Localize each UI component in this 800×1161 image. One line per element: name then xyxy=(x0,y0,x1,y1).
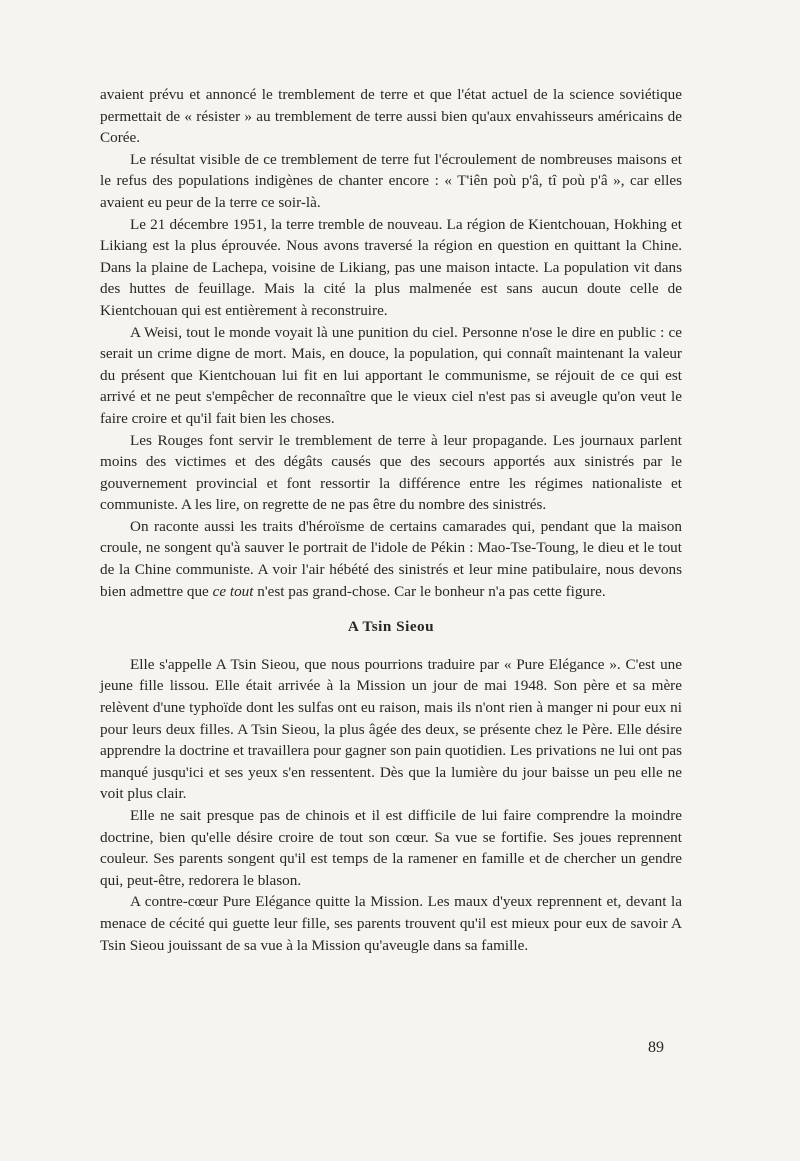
paragraph: Les Rouges font servir le tremblement de terre à leur propagande. Les journaux parlent moins des victimes et des dégâts causés que des secours apportés aux sinistrés par le gouvernement provincial et font ressortir la différence entre les régimes nationaliste et communiste. A les lire, on regrette de ne pas être du nombre des sinistrés. xyxy=(100,431,682,514)
italic-phrase: ce tout xyxy=(212,582,254,600)
paragraph-with-italic xyxy=(100,516,682,602)
page-number: 89 xyxy=(648,1039,664,1056)
text-run: On raconte aussi les traits d'héroïsme de certains camarades qui, pendant que la maison croule, ne songent qu'à sauver le portrait de l'idole de Pékin : Mao-Tse-Toung, le dieu et le tout de la Chine communiste. A voir l'air hébété des sinistrés et leur mine patibulaire, nous devons bien admettre que xyxy=(100,517,682,600)
paragraph: A contre-cœur Pure Elégance quitte la Mission. Les maux d'yeux reprennent et, devant la menace de cécité qui guette leur fille, ses parents trouvent qu'il est mieux pour eux de savoir A Tsin Sieou jouissant de sa vue à la Mission qu'aveugle dans sa famille. xyxy=(100,893,682,954)
text-run: n'est pas grand-chose. Car le bonheur n'a pas cette figure. xyxy=(253,582,606,600)
paragraph: Elle s'appelle A Tsin Sieou, que nous pourrions traduire par « Pure Elégance ». C'est une jeune fille lissou. Elle était arrivée à la Mission un jour de mai 1948. Son père et sa mère relèvent d'une typhoïde dont les sulfas ont eu raison, mais ils n'ont rien à manger ni pour eux ni pour leurs deux filles. A Tsin Sieou, la plus âgée des deux, se présente chez le Père. Elle désire apprendre la doctrine et travaillera pour gagner son pain quotidien. Les privations ne lui ont pas manqué jusqu'ici et ses yeux s'en ressentent. Dès que la lumière du jour baisse un peu elle ne voit plus clair. xyxy=(100,655,682,803)
page-body xyxy=(100,84,682,956)
paragraph: Elle ne sait presque pas de chinois et il est difficile de lui faire comprendre la moindre doctrine, bien qu'elle désire croire de tout son cœur. Sa vue se fortifie. Ses joues reprennent couleur. Ses parents songent qu'il est temps de la ramener en famille et de chercher un gendre qui, peut-être, redorera le blason. xyxy=(100,807,682,889)
paragraph: A Weisi, tout le monde voyait là une punition du ciel. Personne n'ose le dire en public : ce serait un crime digne de mort. Mais, en douce, la population, qui connaît maintenant la valeur du présent que Kientchouan lui fit en lui apportant le communisme, se réjouit de ce qui est arrivé et ne peut s'empêcher de reconnaître que le vieux ciel n'est pas si aveugle qu'on veut le faire croire et qu'il fait bien les choses. xyxy=(100,323,682,427)
paragraph: Le résultat visible de ce tremblement de terre fut l'écroulement de nombreuses maisons et le refus des populations indigènes de chanter encore : « T'iên poù p'â, tî poù p'â », car elles avaient eu peur de la terre ce soir-là. xyxy=(100,150,682,211)
section-a-tsin-sieou xyxy=(100,654,682,956)
section-earthquake xyxy=(100,84,682,602)
section-heading: A Tsin Sieou xyxy=(347,618,435,636)
paragraph: avaient prévu et annoncé le tremblement de terre et que l'état actuel de la science soviétique permettait de « résister » au tremblement de terre aussi bien qu'aux envahisseurs américains de Corée. xyxy=(100,86,682,147)
paragraph: Le 21 décembre 1951, la terre tremble de nouveau. La région de Kientchouan, Hokhing et Likiang est la plus éprouvée. Nous avons traversé la région en question en quittant la Chine. Dans la plaine de Lachepa, voisine de Likiang, pas une maison intacte. La population vit dans des huttes de feuillage. Mais la cité la plus malmenée est sans aucun doute celle de Kientchouan qui est entièrement à reconstruire. xyxy=(100,215,682,319)
